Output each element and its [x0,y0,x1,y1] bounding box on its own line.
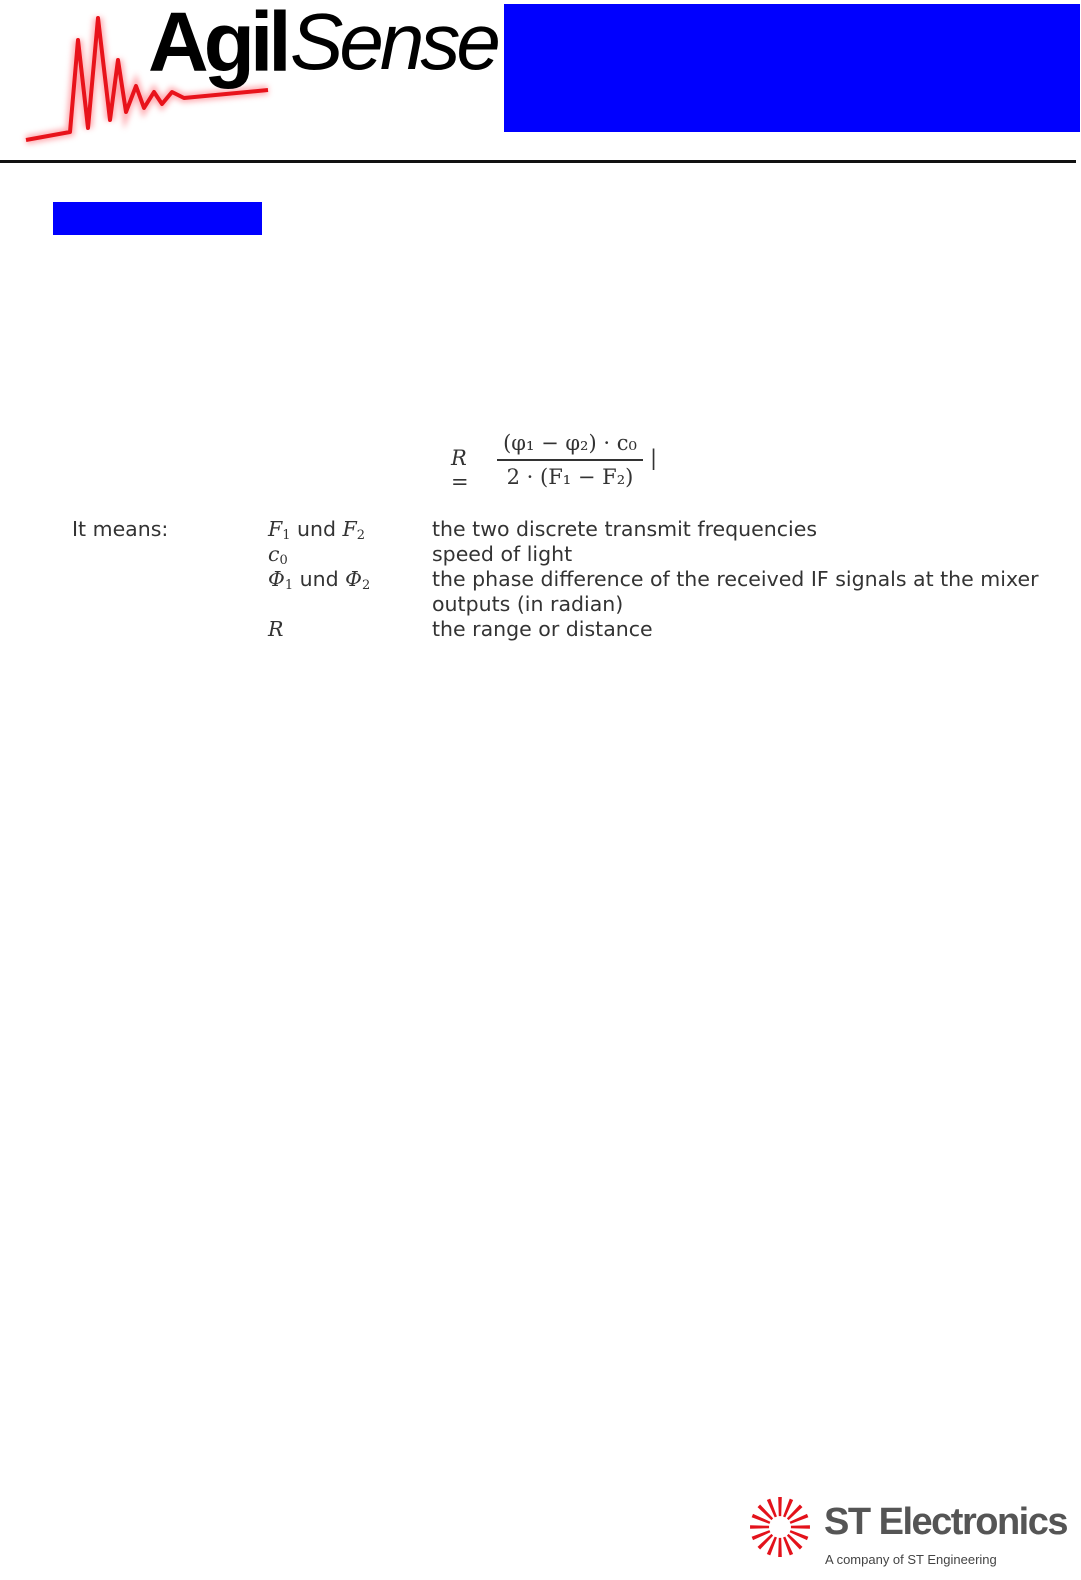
logo-word-sense: Sense [290,0,497,86]
formula-fraction [497,428,643,492]
agilsense-logo [18,0,497,155]
starburst-icon [748,1495,812,1559]
formula-numerator: (φ₁ − φ₂) · c₀ [503,431,637,455]
definition-row [72,567,1062,617]
definition-symbol: $F_1$ und $F_2$ [268,517,366,543]
definition-text: the two discrete transmit frequencies [432,517,818,541]
header-banner [504,4,1080,132]
formula-denominator: 2 · (F₁ − F₂) [506,464,634,489]
company-tagline: A company of ST Engineering [825,1552,997,1567]
definition-row [72,617,1062,642]
company-name: ST Electronics [824,1501,1067,1543]
definition-row [72,542,1062,567]
definition-symbol: $c_0$ [268,542,288,568]
definition-text: speed of light [432,542,573,566]
definition-row [72,517,1062,542]
text-cursor-mark: | [650,446,658,470]
definitions-intro: It means: [72,517,169,541]
definition-text: the phase difference of the received IF signals at the mixer outputs (in radian) [432,567,1039,616]
st-electronics-logo [748,1495,1068,1575]
header-divider [0,160,1076,163]
definition-text: the range or distance [432,617,653,641]
fraction-bar [497,459,643,461]
formula-lhs: R = [451,446,469,494]
definition-symbol: $\Phi_1$ und $\Phi_2$ [268,567,371,593]
definition-symbol: R [268,617,284,641]
symbol-definitions [72,517,1062,642]
logo-word-agil: Agil [148,0,287,89]
section-heading-box [53,202,262,235]
